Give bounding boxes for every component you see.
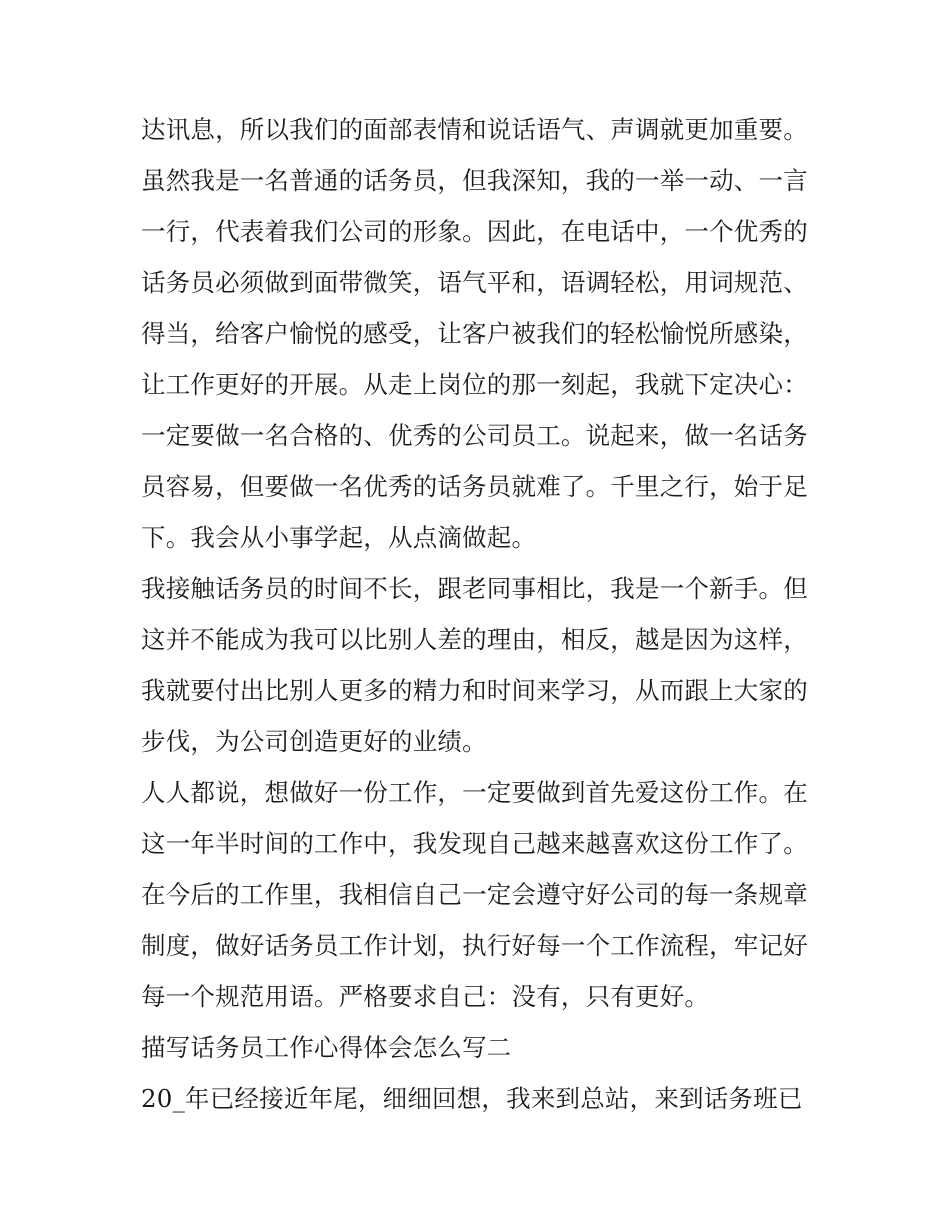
document-body [141, 104, 821, 1124]
text-line: 每一个规范用语。严格要求自己：没有，只有更好。 [141, 982, 710, 1011]
section-heading: 描写话务员工作心得体会怎么写二 [141, 1033, 512, 1062]
text-line: 步伐，为公司创造更好的业绩。 [141, 727, 487, 756]
text-line: 虽然我是一名普通的话务员，但我深知，我的一举一动、一言 [141, 166, 808, 195]
text-line: 这一年半时间的工作中，我发现自己越来越喜欢这份工作了。 [141, 829, 808, 858]
text-line: 我就要付出比别人更多的精力和时间来学习，从而跟上大家的 [141, 676, 808, 705]
text-line: 话务员必须做到面带微笑，语气平和，语调轻松，用词规范、 [141, 268, 808, 297]
text-line: 下。我会从小事学起，从点滴做起。 [141, 523, 537, 552]
text-line: 一行，代表着我们公司的形象。因此，在电话中，一个优秀的 [141, 217, 808, 246]
text-line: 让工作更好的开展。从走上岗位的那一刻起，我就下定决心： [141, 370, 808, 399]
text-line: 得当，给客户愉悦的感受，让客户被我们的轻松愉悦所感染， [141, 319, 808, 348]
text-line: 一定要做一名合格的、优秀的公司员工。说起来，做一名话务 [141, 421, 808, 450]
text-line: 20_年已经接近年尾，细细回想，我来到总站，来到话务班已 [141, 1084, 803, 1113]
text-line: 在今后的工作里，我相信自己一定会遵守好公司的每一条规章 [141, 880, 808, 909]
text-line: 人人都说，想做好一份工作，一定要做到首先爱这份工作。在 [141, 778, 808, 807]
text-line: 这并不能成为我可以比别人差的理由，相反，越是因为这样， [141, 625, 808, 654]
text-line: 员容易，但要做一名优秀的话务员就难了。千里之行，始于足 [141, 472, 808, 501]
text-line: 制度，做好话务员工作计划，执行好每一个工作流程，牢记好 [141, 931, 808, 960]
text-line: 我接触话务员的时间不长，跟老同事相比，我是一个新手。但 [141, 574, 808, 603]
text-line: 达讯息，所以我们的面部表情和说话语气、声调就更加重要。 [141, 115, 808, 144]
